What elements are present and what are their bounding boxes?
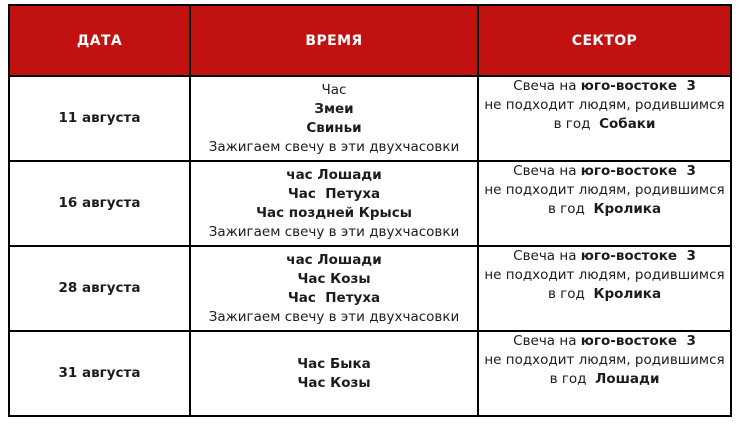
date-text: 16 августа [58, 195, 141, 211]
time-line: Змеи [314, 100, 354, 117]
regular-text: в год [549, 371, 596, 387]
sector-line [479, 332, 730, 351]
header-row [9, 5, 731, 76]
bold-text: юго-востоке 3 [580, 78, 696, 94]
sector-cell [478, 331, 731, 416]
time-line: час Лошади [286, 166, 382, 183]
sector-line [479, 370, 730, 389]
time-line: Час Петуха [287, 289, 381, 306]
bold-text: юго-востоке 3 [580, 333, 696, 349]
table-row [9, 161, 731, 246]
time-line: Свиньи [306, 119, 362, 136]
time-cell [190, 331, 478, 416]
time-line: Час поздней Крысы [256, 204, 412, 221]
column-header-date: ДАТА [9, 5, 190, 76]
table-row [9, 76, 731, 161]
sector-line [479, 266, 730, 285]
regular-text: Свеча на [513, 248, 581, 264]
regular-text: Свеча на [513, 333, 581, 349]
column-header-time: ВРЕМЯ [190, 5, 478, 76]
date-cell [9, 246, 190, 331]
schedule-table [8, 4, 732, 417]
time-line: час Лошади [286, 251, 382, 268]
bold-text: Кролика [593, 201, 662, 217]
sector-line [479, 351, 730, 370]
regular-text: не подходит людям, родившимся [484, 182, 725, 198]
table-row [9, 246, 731, 331]
bold-text: Лошади [595, 371, 660, 387]
sector-line [479, 200, 730, 219]
regular-text: Свеча на [513, 163, 581, 179]
time-cell [190, 76, 478, 161]
date-cell [9, 76, 190, 161]
bold-text: Собаки [599, 116, 656, 132]
time-line: Зажигаем свечу в эти двухчасовки [208, 138, 460, 155]
sector-line [479, 96, 730, 115]
sector-line [479, 115, 730, 134]
date-cell [9, 331, 190, 416]
regular-text: не подходит людям, родившимся [484, 267, 725, 283]
sector-cell [478, 246, 731, 331]
bold-text: юго-востоке 3 [580, 248, 696, 264]
sector-line [479, 181, 730, 200]
regular-text: в год [547, 286, 594, 302]
sector-line [479, 285, 730, 304]
column-header-sector: СЕКТОР [478, 5, 731, 76]
sector-line [479, 77, 730, 96]
date-cell [9, 161, 190, 246]
regular-text: не подходит людям, родившимся [484, 97, 725, 113]
sector-cell [478, 161, 731, 246]
sector-cell [478, 76, 731, 161]
time-line: Час Козы [297, 374, 371, 391]
regular-text: не подходит людям, родившимся [484, 352, 725, 368]
time-cell [190, 161, 478, 246]
time-line: Зажигаем свечу в эти двухчасовки [208, 223, 460, 240]
time-line: Час Быка [297, 355, 371, 372]
table-row [9, 331, 731, 416]
bold-text: юго-востоке 3 [580, 163, 696, 179]
time-line: Час Козы [297, 270, 371, 287]
time-cell [190, 246, 478, 331]
date-text: 28 августа [58, 280, 141, 296]
time-line: Час [321, 81, 347, 98]
sector-line [479, 247, 730, 266]
regular-text: в год [547, 201, 594, 217]
time-line: Час Петуха [287, 185, 381, 202]
regular-text: Свеча на [513, 78, 581, 94]
time-line: Зажигаем свечу в эти двухчасовки [208, 308, 460, 325]
table-body [9, 76, 731, 416]
date-text: 31 августа [58, 365, 141, 381]
bold-text: Кролика [593, 286, 662, 302]
date-text: 11 августа [58, 110, 141, 126]
regular-text: в год [553, 116, 600, 132]
sector-line [479, 162, 730, 181]
